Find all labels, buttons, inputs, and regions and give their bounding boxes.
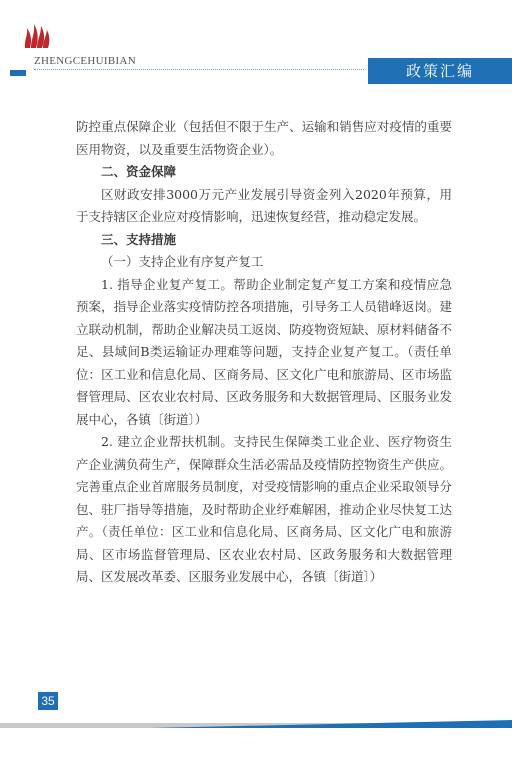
paragraph: 防控重点保障企业（包括但不限于生产、运输和销售应对疫情的重要医用物资，以及重要生活物资企业）。 bbox=[76, 119, 452, 157]
paragraph: 1. 指导企业复产复工。帮助企业制定复产复工方案和疫情应急预案，指导企业落实疫情防控各项措施，引导务工人员错峰返岗。建立联动机制，帮助企业解决员工返岗、防疫物资短缺、原材料储备不足、县域间B类运输证办理难等问题，支持企业复产复工。（责任单位：区工业和信息化局、区商务局、区文化广电和旅游局、区市场监督管理局、区农业农村局、区政务服务和大数据管理局、区服务业发展中心，各镇〔街道〕） bbox=[76, 276, 452, 427]
flame-logo-icon bbox=[22, 22, 52, 50]
section-tab: 政策汇编 bbox=[368, 58, 512, 84]
paragraph: 2. 建立企业帮扶机制。支持民生保障类工业企业、医疗物资生产企业满负荷生产，保障群众生活必需品及疫情防控物资生产供应。完善重点企业首席服务员制度，对受疫情影响的重点企业采取领导分包、驻厂指导等措施，及时帮助企业纾难解困，推动企业尽快复工达产。（责任单位：区工业和信息化局、区商务局、区文化广电和旅游局、区市场监督管理局、区农业农村局、区政务服务和大数据管理局、区发展改革委、区服务业发展中心，各镇〔街道〕） bbox=[76, 434, 452, 584]
header-accent-bar bbox=[10, 70, 26, 76]
header-dotted-rule bbox=[34, 69, 364, 70]
section-heading: 二、资金保障 bbox=[101, 164, 177, 179]
page-header bbox=[0, 0, 512, 90]
page-content bbox=[76, 116, 452, 589]
subsection-heading: （一）支持企业有序复产复工 bbox=[101, 254, 264, 269]
section-heading: 三、支持措施 bbox=[101, 231, 177, 247]
brand-text: ZHENGCEHUIBIAN bbox=[34, 55, 136, 67]
footer-bar bbox=[0, 718, 512, 732]
paragraph: 区财政安排3000万元产业发展引导资金列入2020年预算，用于支持辖区企业应对疫情影响，迅速恢复经营，推动稳定发展。 bbox=[76, 186, 452, 224]
page-number: 35 bbox=[38, 692, 58, 710]
